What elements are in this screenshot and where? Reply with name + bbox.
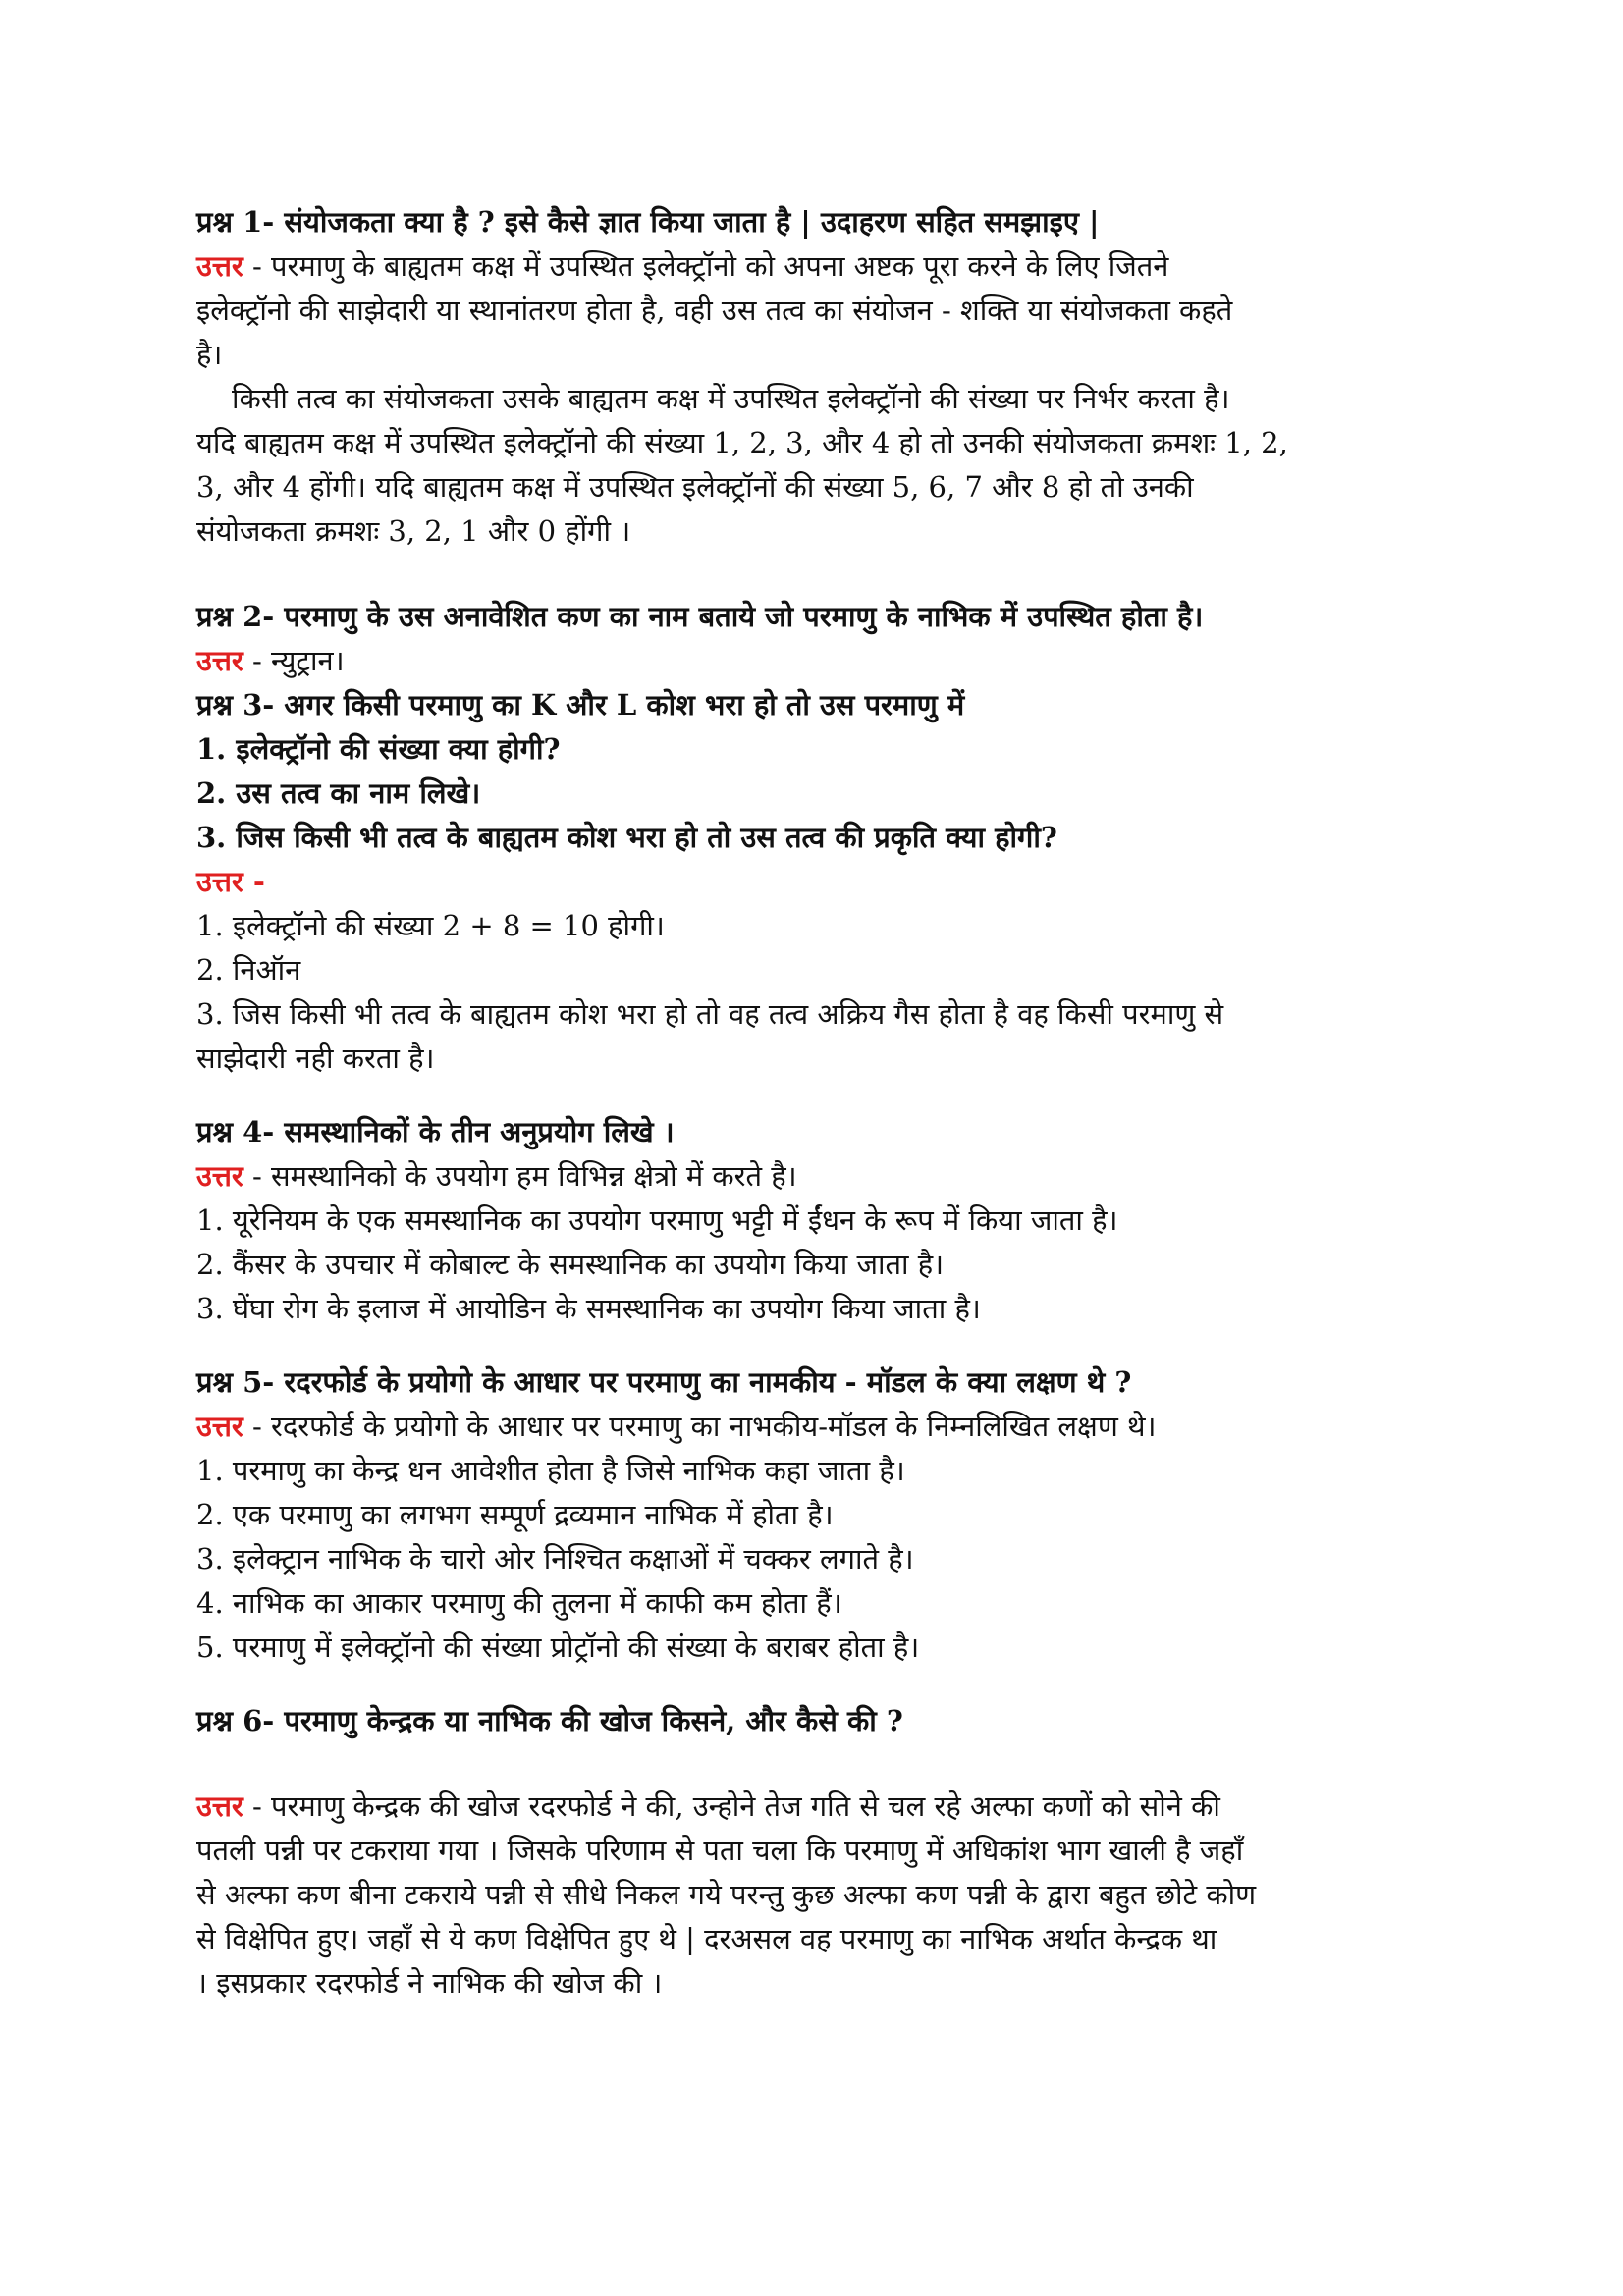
answer-dash: -	[243, 865, 265, 898]
answer-5-item-5: 5. परमाणु में इलेक्ट्रॉनो की संख्या प्रोट्रॉनो की संख्या के बराबर होता है।	[196, 1630, 920, 1664]
answer-3-item-1: 1. इलेक्ट्रॉनो की संख्या 2 + 8 = 10 होगी।	[196, 909, 665, 942]
answer-5-item-2: 2. एक परमाणु का लगभग सम्पूर्ण द्रव्यमान नाभिक में होता है।	[196, 1498, 834, 1531]
answer-2	[196, 639, 1443, 683]
answer-5-item-1: 1. परमाणु का केन्द्र धन आवेशीत होता है जिसे नाभिक कहा जाता है।	[196, 1454, 905, 1487]
answer-1-line-1	[196, 244, 1443, 289]
question-1: प्रश्न 1- संयोजकता क्या है ? इसे कैसे ज्ञात किया जाता है | उदाहरण सहित समझाइए |	[196, 205, 1100, 239]
answer-label: उत्तर	[196, 249, 243, 283]
answer-6-line-2: पतली पन्नी पर टकराया गया । जिसके परिणाम से पता चला कि परमाणु में अधिकांश भाग खाली है जहाँ	[196, 1834, 1244, 1867]
answer-6-line-3: से अल्फा कण बीना टकराये पन्नी से सीधे निकल गये परन्तु कुछ अल्फा कण पन्नी के द्वारा बहुत छोटे कोण	[196, 1878, 1257, 1911]
question-3-sub-3: 3. जिस किसी भी तत्व के बाह्यतम कोश भरा हो तो उस तत्व की प्रकृति क्या होगी?	[196, 821, 1057, 854]
answer-6-line-1	[196, 1785, 1443, 1829]
answer-5	[196, 1405, 1443, 1449]
answer-6-line-4: से विक्षेपित हुए। जहाँ से ये कण विक्षेपित हुए थे | दरअसल वह परमाणु का नाभिक अर्थात केन्द्रक था	[196, 1922, 1217, 1955]
answer-text: - समस्थानिको के उपयोग हम विभिन्न क्षेत्रो में करते है।	[243, 1159, 797, 1193]
answer-6-line-5: । इसप्रकार रदरफोर्ड ने नाभिक की खोज की ।	[196, 1966, 663, 2000]
answer-label: उत्तर	[196, 1410, 243, 1443]
answer-3-label-line	[196, 860, 1443, 904]
answer-1-line-2: इलेक्ट्रॉनो की साझेदारी या स्थानांतरण होता है, वही उस तत्व का संयोजन - शक्ति या संयोजकता कहते	[196, 294, 1233, 327]
question-2: प्रश्न 2- परमाणु के उस अनावेशित कण का नाम बताये जो परमाणु के नाभिक में उपस्थित होता है।	[196, 600, 1204, 633]
answer-1-para2-line-4: संयोजकता क्रमशः 3, 2, 1 और 0 होंगी ।	[196, 514, 631, 548]
answer-3-item-3-line-2: साझेदारी नही करता है।	[196, 1041, 435, 1075]
answer-text: - रदरफोर्ड के प्रयोगो के आधार पर परमाणु का नाभकीय-मॉडल के निम्नलिखित लक्षण थे।	[243, 1410, 1157, 1443]
answer-1-para2-line-2: यदि बाह्यतम कक्ष में उपस्थित इलेक्ट्रॉनो की संख्या 1, 2, 3, और 4 हो तो उनकी संयोजकता क्रमशः 1, 2,	[196, 426, 1288, 459]
question-3-sub-2: 2. उस तत्व का नाम लिखे।	[196, 776, 481, 810]
answer-text: - न्युट्रान।	[243, 644, 345, 677]
question-5: प्रश्न 5- रदरफोर्ड के प्रयोगो के आधार पर परमाणु का नामकीय - मॉडल के क्या लक्षण थे ?	[196, 1365, 1132, 1399]
answer-4-item-1: 1. यूरेनियम के एक समस्थानिक का उपयोग परमाणु भट्टी में ईंधन के रूप में किया जाता है।	[196, 1203, 1118, 1237]
answer-1-para2-line-1: किसी तत्व का संयोजकता उसके बाह्यतम कक्ष में उपस्थित इलेक्ट्रॉनो की संख्या पर निर्भर करता है।	[232, 382, 1230, 415]
question-6: प्रश्न 6- परमाणु केन्द्रक या नाभिक की खोज किसने, और कैसे की ?	[196, 1704, 903, 1737]
answer-label: उत्तर	[196, 1159, 243, 1193]
answer-1-para2-line-3: 3, और 4 होंगी। यदि बाह्यतम कक्ष में उपस्थित इलेक्ट्रॉनों की संख्या 5, 6, 7 और 8 हो तो उनकी	[196, 470, 1194, 504]
answer-label: उत्तर	[196, 1789, 243, 1823]
question-3: प्रश्न 3- अगर किसी परमाणु का K और L कोश भरा हो तो उस परमाणु में	[196, 688, 965, 721]
answer-4-item-2: 2. कैंसर के उपचार में कोबाल्ट के समस्थानिक का उपयोग किया जाता है।	[196, 1248, 945, 1281]
answer-label: उत्तर	[196, 644, 243, 677]
question-4: प्रश्न 4- समस्थानिकों के तीन अनुप्रयोग लिखे ।	[196, 1115, 675, 1148]
answer-text: - परमाणु के बाह्यतम कक्ष में उपस्थित इलेक्ट्रॉनो को अपना अष्टक पूरा करने के लिए जितने	[243, 249, 1169, 283]
answer-4	[196, 1154, 1443, 1199]
answer-4-item-3: 3. घेंघा रोग के इलाज में आयोडिन के समस्थानिक का उपयोग किया जाता है।	[196, 1292, 981, 1325]
answer-3-item-3-line-1: 3. जिस किसी भी तत्व के बाह्यतम कोश भरा हो तो वह तत्व अक्रिय गैस होता है वह किसी परमाणु से	[196, 997, 1224, 1031]
question-3-sub-1: 1. इलेक्ट्रॉनो की संख्या क्या होगी?	[196, 732, 561, 766]
document-page	[196, 200, 1443, 2005]
answer-3-item-2: 2. निऑन	[196, 953, 301, 987]
answer-label: उत्तर	[196, 865, 243, 898]
answer-5-item-4: 4. नाभिक का आकार परमाणु की तुलना में काफी कम होता हैं।	[196, 1586, 842, 1620]
answer-1-line-3: है।	[196, 338, 223, 371]
answer-5-item-3: 3. इलेक्ट्रान नाभिक के चारो ओर निश्चित कक्षाओं में चक्कर लगाते है।	[196, 1542, 914, 1575]
answer-text: - परमाणु केन्द्रक की खोज रदरफोर्ड ने की, उन्होने तेज गति से चल रहे अल्फा कणों को सोने की	[243, 1789, 1220, 1823]
